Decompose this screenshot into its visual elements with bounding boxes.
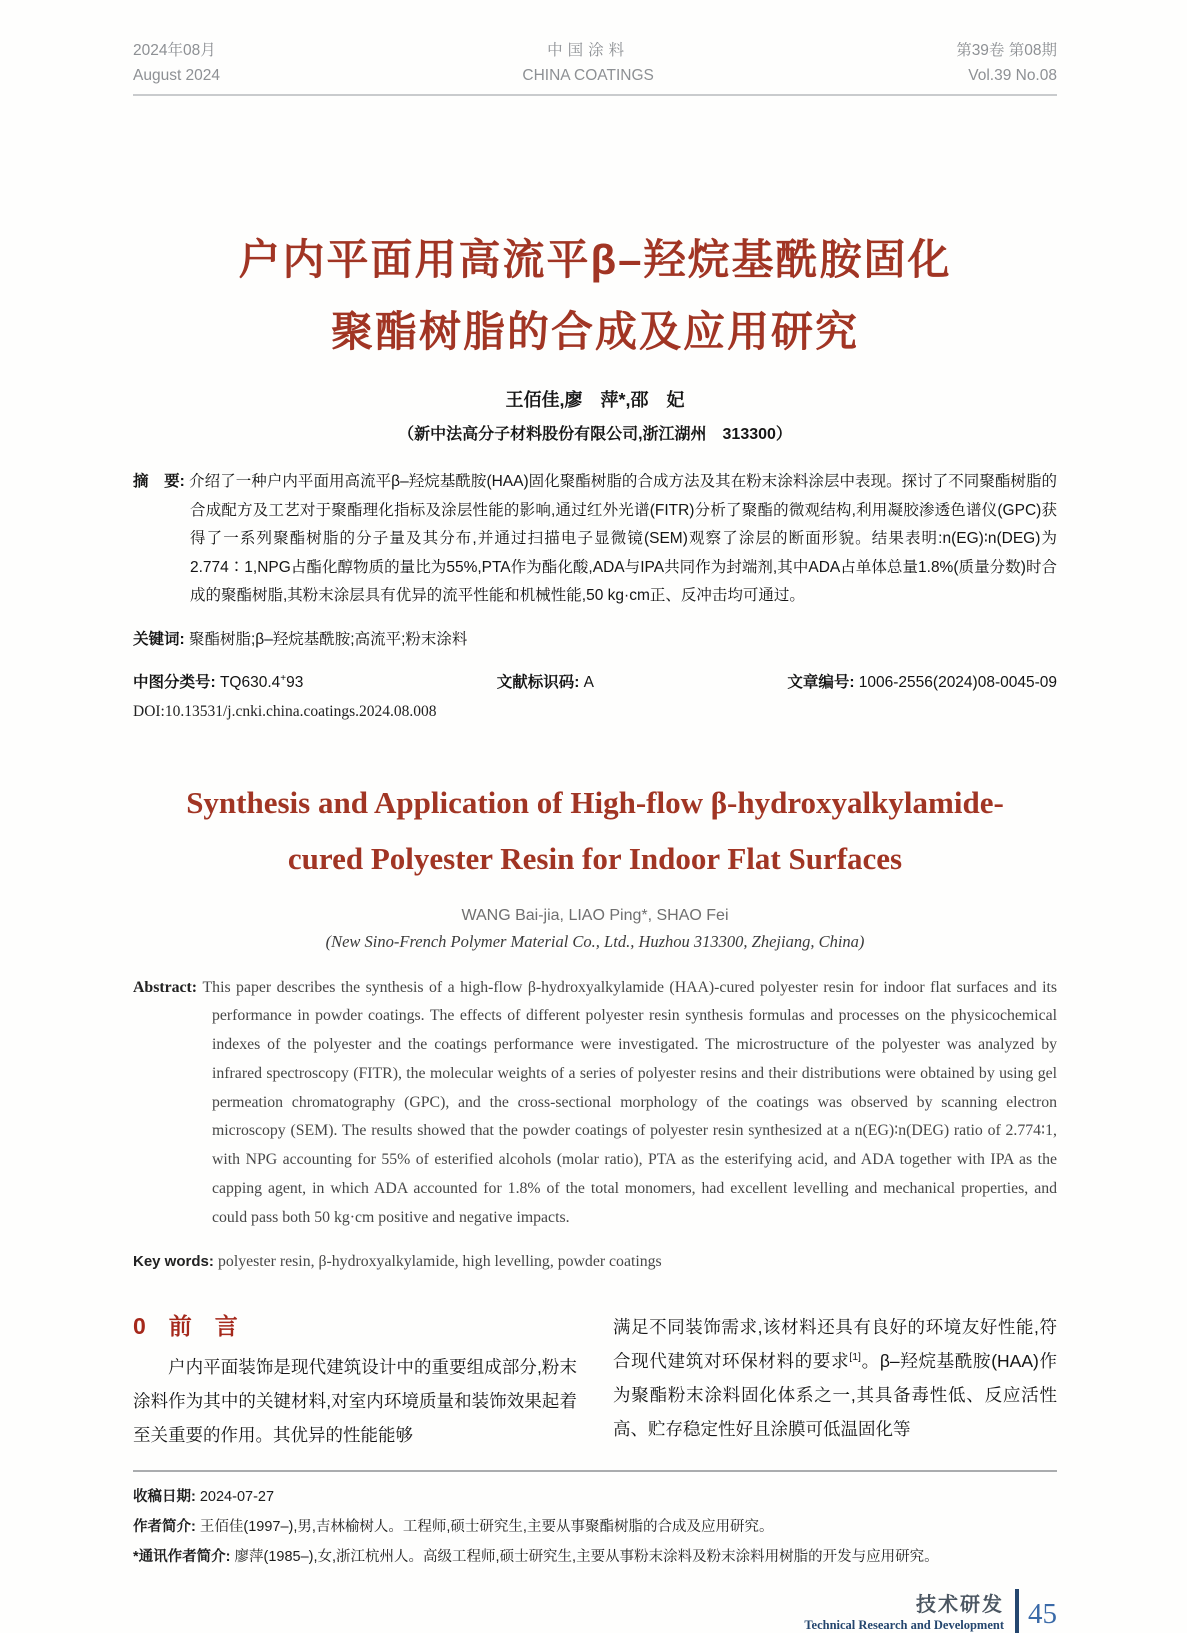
header-issue-cn: 第39卷 第08期 xyxy=(956,42,1057,59)
abstract-cn-text: 介绍了一种户内平面用高流平β–羟烷基酰胺(HAA)固化聚酯树脂的合成方法及其在粉末涂料涂层中表现。探讨了不同聚酯树脂的合成配方及工艺对于聚酯理化指标及涂层性能的影响,通过红外光谱(FITR)分析了聚酯的微观结构,利用凝胶渗透色谱仪(GPC)获得了一系列聚酯树脂的分子量及其分布,并通过扫描电子显微镜(SEM)观察了涂层的断面形貌。结果表明:n(EG)∶n(DEG)为2.774∶1,NPG占酯化醇物质的量比为55%,PTA作为酯化酸,ADA与IPA共同作为封端剂,其中ADA占单体总量1.8%(质量分数)时合成的聚酯树脂,其粉末涂层具有优异的流平性能和机械性能,50 kg·cm正、反冲击均可通过。 xyxy=(189,473,1058,604)
clc-superscript: + xyxy=(280,672,287,684)
affiliation-en: (New Sino-French Polymer Material Co., Ltd., Huzhou 313300, Zhejiang, China) xyxy=(325,931,865,951)
doi: DOI:10.13531/j.cnki.china.coatings.2024.08.008 xyxy=(133,702,437,720)
authors-en: WANG Bai-jia, LIAO Ping*, SHAO Fei xyxy=(461,906,729,924)
clc-prefix: TQ630.4 xyxy=(219,673,281,691)
footer-column-cn: 技术研发 xyxy=(916,1594,1004,1617)
abstract-cn xyxy=(133,468,1057,611)
keywords-en-label: Key words: xyxy=(133,1253,219,1271)
article-id xyxy=(787,670,1057,692)
article-title-en xyxy=(133,775,1057,887)
keywords-cn xyxy=(133,626,1057,654)
document-code-value: A xyxy=(583,673,594,691)
footnote-divider xyxy=(133,1470,1057,1472)
article-id-value: 1006-2556(2024)08-0045-09 xyxy=(858,673,1057,691)
journal-name-en: CHINA COATINGS xyxy=(522,67,654,84)
corresponding-author-text: 廖萍(1985–),女,浙江杭州人。高级工程师,硕士研究生,主要从事粉末涂料及粉末涂料用树脂的开发与应用研究。 xyxy=(234,1549,939,1566)
page-number: 45 xyxy=(1028,1598,1057,1631)
keywords-cn-text: 聚酯树脂;β–羟烷基酰胺;高流平;粉末涂料 xyxy=(188,631,468,648)
abstract-en-label: Abstract: xyxy=(133,978,203,996)
footer-column-en: Technical Research and Development xyxy=(804,1618,1004,1633)
footer-column-name xyxy=(804,1588,1004,1633)
received-date-value: 2024-07-27 xyxy=(199,1489,275,1506)
footnotes xyxy=(133,1482,1057,1572)
intro-left-column xyxy=(133,1310,577,1452)
classification-row xyxy=(133,670,1057,692)
document-code-label: 文献标识码: xyxy=(496,673,584,691)
authors-cn: 王佰佳,廖 萍*,邵 妃 xyxy=(505,390,685,410)
intro-paragraph-right xyxy=(613,1310,1057,1446)
author-bio-text: 王佰佳(1997–),男,吉林榆树人。工程师,硕士研究生,主要从事聚酯树脂的合成及应用研究。 xyxy=(199,1519,774,1536)
page-footer xyxy=(133,1588,1057,1633)
header-journal-name xyxy=(522,38,653,88)
affiliation-cn: （新中法高分子材料股份有限公司,浙江湖州 313300） xyxy=(398,426,792,443)
header-divider xyxy=(133,94,1057,96)
author-bio-label: 作者简介: xyxy=(133,1519,200,1536)
article-title-cn-line2: 聚酯树脂的合成及应用研究 xyxy=(330,308,859,355)
clc-label: 中图分类号: xyxy=(133,673,220,691)
header-date-cn: 2024年08月 xyxy=(133,42,216,59)
corresponding-author-label: *通讯作者简介: xyxy=(133,1549,235,1566)
intro-right-column xyxy=(613,1310,1057,1452)
author-bio-line xyxy=(133,1512,1057,1542)
keywords-cn-label: 关键词: xyxy=(133,631,189,648)
intro-right-after-ref: 。β–羟烷基酰胺(HAA)作为聚酯粉末涂料固化体系之一,其具备毒性低、反应活性高、贮存稳定性好且涂膜可低温固化等 xyxy=(613,1351,1058,1440)
article-id-label: 文章编号: xyxy=(787,673,859,691)
header-issue-en: Vol.39 No.08 xyxy=(968,67,1057,84)
intro-right-before-ref: 满足不同装饰需求,该材料还具有良好的环境友好性能,符合现代建筑对环保材料的要求 xyxy=(613,1317,1057,1372)
article-title-cn xyxy=(133,224,1057,368)
header-issue xyxy=(956,38,1057,88)
article-title-en-line1: Synthesis and Application of High-flow β-hydroxyalkylamide- xyxy=(186,784,1004,820)
article-title-en-line2: cured Polyester Resin for Indoor Flat Surfaces xyxy=(287,840,903,876)
received-date-label: 收稿日期: xyxy=(133,1489,200,1506)
section-heading: 0 前 言 xyxy=(133,1313,238,1340)
clc-number xyxy=(133,670,303,692)
corresponding-author-line xyxy=(133,1542,1057,1572)
keywords-en xyxy=(133,1248,1057,1276)
journal-name-cn: 中国涂料 xyxy=(547,42,630,59)
footer-divider-bar xyxy=(1015,1589,1019,1633)
abstract-en xyxy=(133,974,1057,1233)
received-date-line xyxy=(133,1482,1057,1512)
citation-ref-1: [1] xyxy=(849,1351,861,1364)
clc-suffix: 93 xyxy=(286,673,304,691)
document-code xyxy=(497,670,594,692)
journal-header xyxy=(133,38,1057,88)
keywords-en-text: polyester resin, β-hydroxyalkylamide, high levelling, powder coatings xyxy=(218,1253,662,1271)
introduction-section xyxy=(133,1310,1057,1452)
header-date-en: August 2024 xyxy=(133,67,221,84)
abstract-en-text: This paper describes the synthesis of a high-flow β-hydroxyalkylamide (HAA)-cured polyester resin for indoor flat surfaces and its performance in powder coatings. The effects of different polyester resin synthesis formulas and processes on the physicochemical indexes of the polyester and the coatings performance were investigated. The microstructure of the polyester was analyzed by infrared spectroscopy (FITR), the molecular weights of a series of polyester resins and their distributions were obtained by using gel permeation chromatography (GPC), and the cross-sectional morphology of the coatings was observed by scanning electron microscopy (SEM). The results showed that the powder coatings of polyester resin synthesized at a n(EG)∶n(DEG) ratio of 2.774∶1, with NPG accounting for 55% of esterified alcohols (molar ratio), PTA as the esterifying acid, and ADA together with IPA as the capping agent, in which ADA accounted for 1.8% of the total monomers, had excellent levelling and mechanical properties, and could pass both 50 kg·cm positive and negative impacts. xyxy=(202,978,1058,1226)
abstract-cn-label: 摘 要: xyxy=(133,473,190,490)
intro-paragraph-left: 户内平面装饰是现代建筑设计中的重要组成部分,粉末涂料作为其中的关键材料,对室内环境质量和装饰效果起着至关重要的作用。其优异的性能能够 xyxy=(133,1357,577,1446)
header-date xyxy=(133,38,220,88)
article-title-cn-line1: 户内平面用高流平β–羟烷基酰胺固化 xyxy=(238,236,952,283)
